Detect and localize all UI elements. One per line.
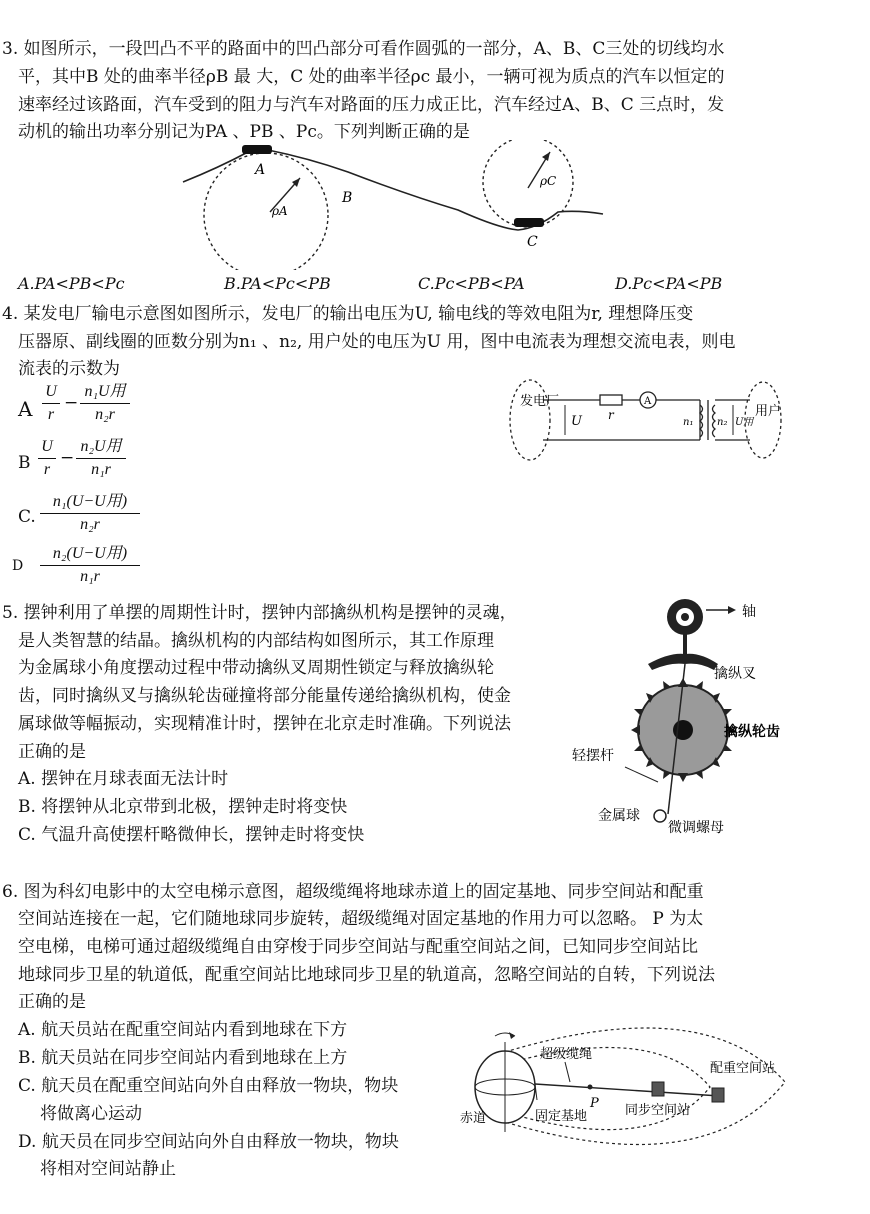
q4-option-b-marker: B [18,453,31,473]
counterweight-station-icon [712,1088,724,1102]
q5-label-fork: 擒纵叉 [714,666,756,682]
q6-option-b: B. 航天员站在同步空间站内看到地球在上方 [18,1048,348,1068]
q3-option-b: B.PA<Pc<PB [224,274,331,293]
q4-user-label: 用户 [755,404,782,419]
q4-n2: n₂ [717,417,728,428]
q3-option-c: C.Pc<PB<PA [418,274,525,293]
q3-label-c: C [527,234,538,250]
q3-line-1: 3. 如图所示，一段凹凸不平的路面中的凹凸部分可看作圆弧的一部分，A、B、C三处的切线均水 [2,39,725,59]
q4-option-c-frac: n₁(U−U用) n₂r [40,492,140,535]
q5-line-6: 正确的是 [18,742,86,762]
q6-line-1: 6. 图为科幻电影中的太空电梯示意图，超级缆绳将地球赤道上的固定基地、同步空间站和配重 [2,882,704,902]
q5-escapement-figure [570,592,800,842]
q6-label-counterweight: 配重空间站 [710,1061,776,1076]
q4-option-a-frac-2: n₁U用 n₂r [80,382,130,425]
q6-label-equator: 赤道 [460,1111,487,1126]
q4-line-1: 4. 某发电厂输电示意图如图所示，发电厂的输出电压为U, 输电线的等效电阻为r, 理想降压变 [2,304,694,324]
q5-label-nut: 微调螺母 [668,820,724,836]
q6-option-d-cont: 将相对空间站静止 [40,1159,176,1179]
q6-space-elevator-figure [455,1012,790,1172]
q4-option-a-marker: A [18,397,33,421]
q4-line-2: 压器原、副线圈的匝数分别为n₁ 、n₂, 用户处的电压为U 用，图中电流表为理想交流电表，则电 [18,332,736,352]
q4-u-user: U用 [735,417,754,428]
q4-option-a-minus: − [64,393,79,413]
q6-option-d: D. 航天员在同步空间站向外自由释放一物块，物块 [18,1132,399,1152]
q5-option-c: C. 气温升高使摆杆略微伸长，摆钟走时将变快 [18,825,365,845]
q5-line-5: 属球做等幅振动，实现精准计时，摆钟在北京走时准确。下列说法 [18,714,511,734]
q3-label-b: B [342,190,353,206]
q4-circuit-figure [505,375,785,465]
q6-line-2: 空间站连接在一起，它们随地球同步旋转，超级缆绳对固定基地的作用力可以忽略。 P 为太 [18,909,704,929]
q5-line-1: 5. 摆钟利用了单摆的周期性计时，摆钟内部擒纵机构是摆钟的灵魂， [2,603,517,623]
q3-line-4: 动机的输出功率分别记为PA 、PB 、Pc。下列判断正确的是 [18,122,470,142]
resistor-icon [600,395,622,405]
q3-rho-a: ρA [272,204,288,218]
q4-resistor-r: r [608,408,614,422]
q5-line-3: 为金属球小角度摆动过程中带动擒纵叉周期性锁定与释放擒纵轮 [18,658,494,678]
q4-n1: n₁ [683,417,694,428]
q6-option-a: A. 航天员站在配重空间站内看到地球在下方 [18,1020,348,1040]
q5-option-b: B. 将摆钟从北京带到北极，摆钟走时将变快 [18,797,348,817]
escape-wheel-icon [631,678,735,782]
q4-option-d-frac: n₂(U−U用) n₁r [40,544,140,587]
sync-station-icon [652,1082,664,1096]
q5-option-a: A. 摆钟在月球表面无法计时 [18,769,229,789]
q4-option-d-marker: D [12,558,24,574]
q5-label-ball: 金属球 [598,808,640,824]
q6-label-p: P [590,1096,599,1111]
q3-rho-c: ρC [540,174,557,188]
q3-label-a: A [255,162,266,178]
q5-label-wheel: 擒纵轮齿 [724,724,780,740]
q4-option-c-marker: C. [18,507,36,527]
elevator-p-icon [588,1085,593,1090]
q4-option-b-frac-1: U r [38,437,56,480]
q4-option-b-minus: − [60,448,75,468]
q3-option-d: D.Pc<PA<PB [615,274,723,293]
q6-option-c-cont: 将做离心运动 [40,1104,142,1124]
q4-line-3: 流表的示数为 [18,359,120,379]
ball-icon [654,810,666,822]
q3-line-3: 速率经过该路面，汽车受到的阻力与汽车对路面的压力成正比，汽车经过A、B、C 三点时，发 [18,95,725,115]
q3-line-2: 平，其中B 处的曲率半径ρB 最 大，C 处的曲率半径ρc 最小，一辆可视为质点的汽车以恒定的 [18,67,725,87]
q6-label-base: 固定基地 [535,1109,588,1124]
car-a-icon [242,145,272,154]
q4-ammeter-a: A [644,396,652,407]
q3-road-figure [178,140,608,270]
q5-line-4: 齿，同时擒纵叉与擒纵轮齿碰撞将部分能量传递给擒纵机构，使金 [18,686,511,706]
q6-line-5: 正确的是 [18,992,86,1012]
q6-label-sync: 同步空间站 [625,1103,691,1118]
q4-voltage-u: U [571,414,582,429]
q5-label-rod: 轻摆杆 [572,748,614,764]
q5-line-2: 是人类智慧的结晶。擒纵机构的内部结构如图所示，其工作原理 [18,631,494,651]
q4-option-a-frac-1: U r [42,382,60,425]
q6-label-cable: 超级缆绳 [540,1047,593,1062]
q4-plant-label: 发电厂 [520,394,560,409]
q4-option-b-frac-2: n₂U用 n₁r [76,437,126,480]
q6-line-4: 地球同步卫星的轨道低，配重空间站比地球同步卫星的轨道高，忽略空间站的自转，下列说法 [18,965,715,985]
q3-option-a: A.PA<PB<Pc [18,274,125,293]
q6-line-3: 空电梯，电梯可通过超级缆绳自由穿梭于同步空间站与配重空间站之间，已知同步空间站比 [18,937,698,957]
q5-label-axis: 轴 [742,604,756,620]
car-c-icon [514,218,544,227]
q6-option-c: C. 航天员在配重空间站向外自由释放一物块，物块 [18,1076,399,1096]
